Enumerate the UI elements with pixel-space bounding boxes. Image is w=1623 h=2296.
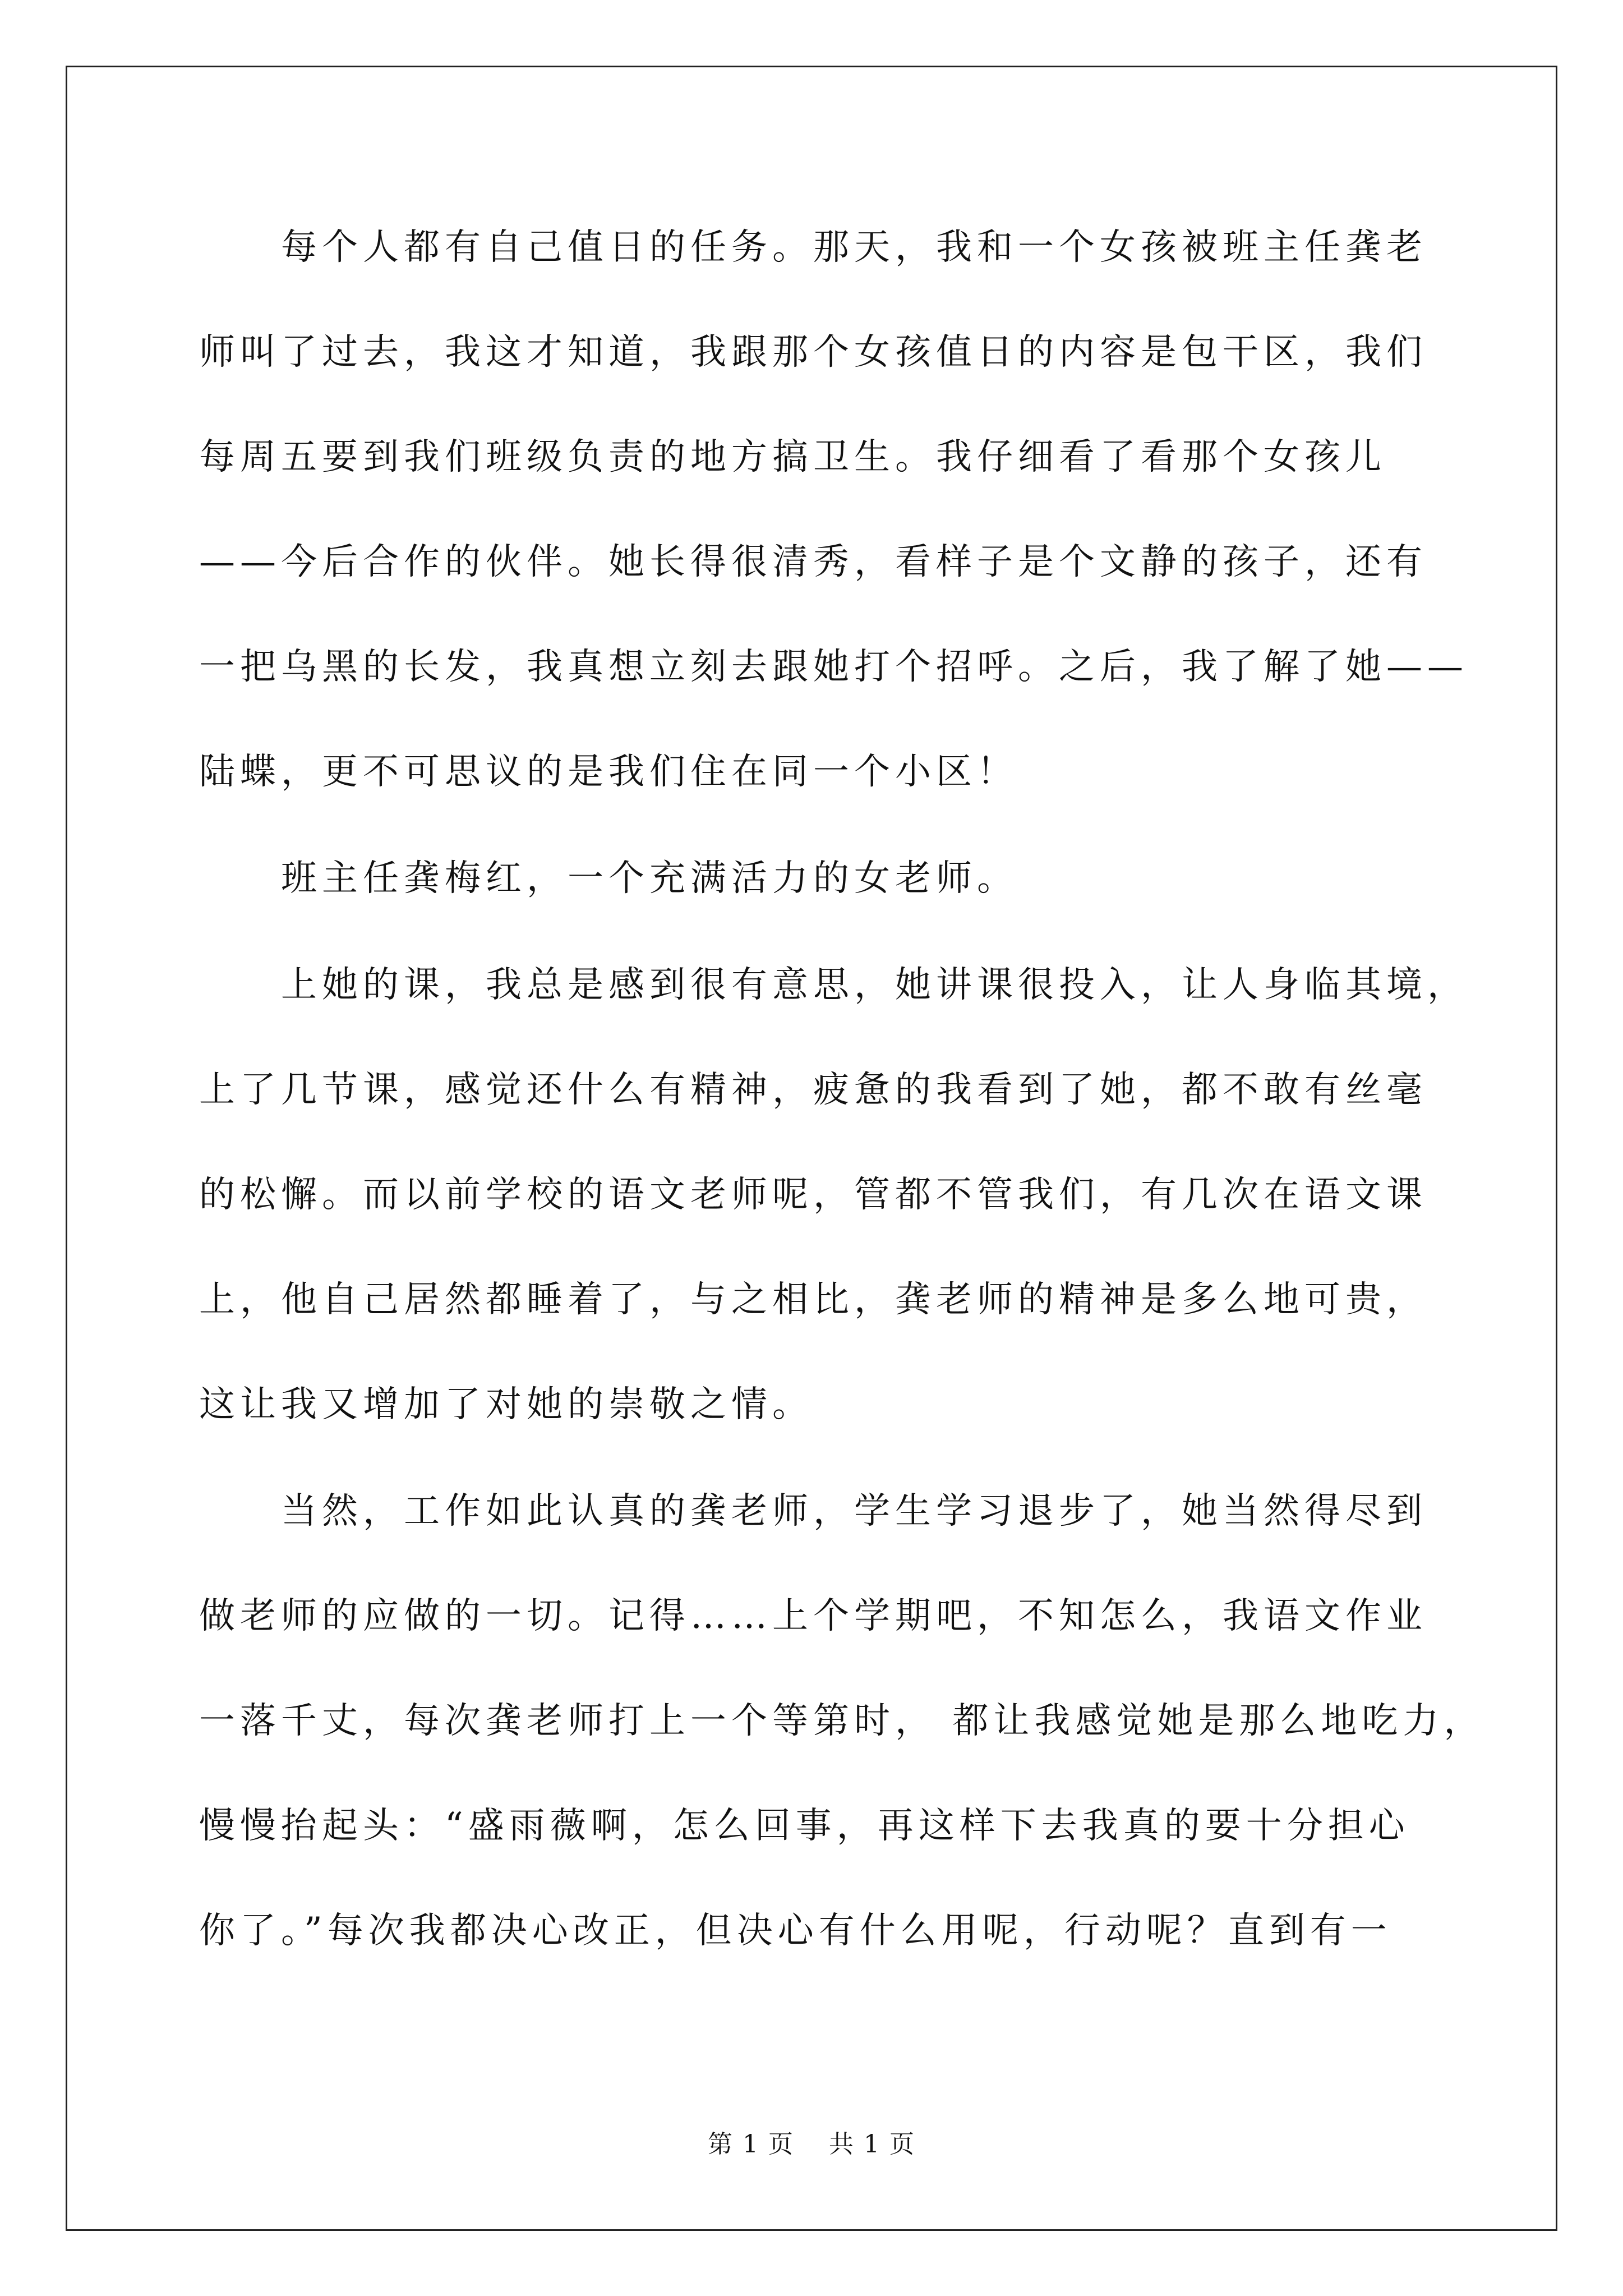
document-body — [199, 211, 1485, 2000]
paragraph-3-line-3: 的松懈。而以前学校的语文老师呢，管都不管我们，有几次在语文课 — [199, 1174, 1427, 1216]
paragraph-3-line-5: 这让我又增加了对她的崇敬之情。 — [199, 1384, 813, 1425]
paragraph-3-line-2: 上了几节课，感觉还什么有精神，疲惫的我看到了她，都不敢有丝毫 — [199, 1069, 1427, 1111]
paragraph-3-line-4: 上，他自己居然都睡着了，与之相比，龚老师的精神是多么地可贵， — [199, 1279, 1427, 1320]
paragraph-4-line-3: 一落千丈，每次龚老师打上一个等第时， 都让我感觉她是那么地吃力， — [199, 1700, 1485, 1742]
paragraph-3-line-1: 上她的课，我总是感到很有意思，她讲课很投入，让人身临其境， — [281, 964, 1468, 1006]
paragraph-1-line-4: ——今后合作的伙伴。她长得很清秀，看样子是个文静的孩子，还有 — [199, 541, 1427, 583]
paragraph-1-line-3: 每周五要到我们班级负责的地方搞卫生。我仔细看了看那个女孩儿 — [199, 436, 1386, 478]
paragraph-4-line-4: 慢慢抬起头：“盛雨薇啊，怎么回事，再这样下去我真的要十分担心 — [199, 1805, 1410, 1847]
paragraph-1-line-1: 每个人都有自己值日的任务。那天，我和一个女孩被班主任龚老 — [281, 227, 1427, 268]
paragraph-4-line-1: 当然，工作如此认真的龚老师，学生学习退步了，她当然得尽到 — [281, 1490, 1427, 1532]
paragraph-1-line-6: 陆蝶，更不可思议的是我们住在同一个小区！ — [199, 751, 1018, 793]
paragraph-2-line-1: 班主任龚梅红，一个充满活力的女老师。 — [281, 858, 1018, 899]
page-number-label: 第 1 页 共 1 页 — [708, 2130, 915, 2159]
paragraph-1-line-2: 师叫了过去，我这才知道，我跟那个女孩值日的内容是包干区，我们 — [199, 332, 1427, 373]
page-footer — [0, 2128, 1623, 2161]
paragraph-1-line-5: 一把乌黑的长发，我真想立刻去跟她打个招呼。之后，我了解了她—— — [199, 646, 1468, 688]
paragraph-4-line-5: 你了。”每次我都决心改正，但决心有什么用呢，行动呢？直到有一 — [199, 1910, 1392, 1952]
paragraph-4-line-2: 做老师的应做的一切。记得……上个学期吧，不知怎么，我语文作业 — [199, 1595, 1427, 1637]
